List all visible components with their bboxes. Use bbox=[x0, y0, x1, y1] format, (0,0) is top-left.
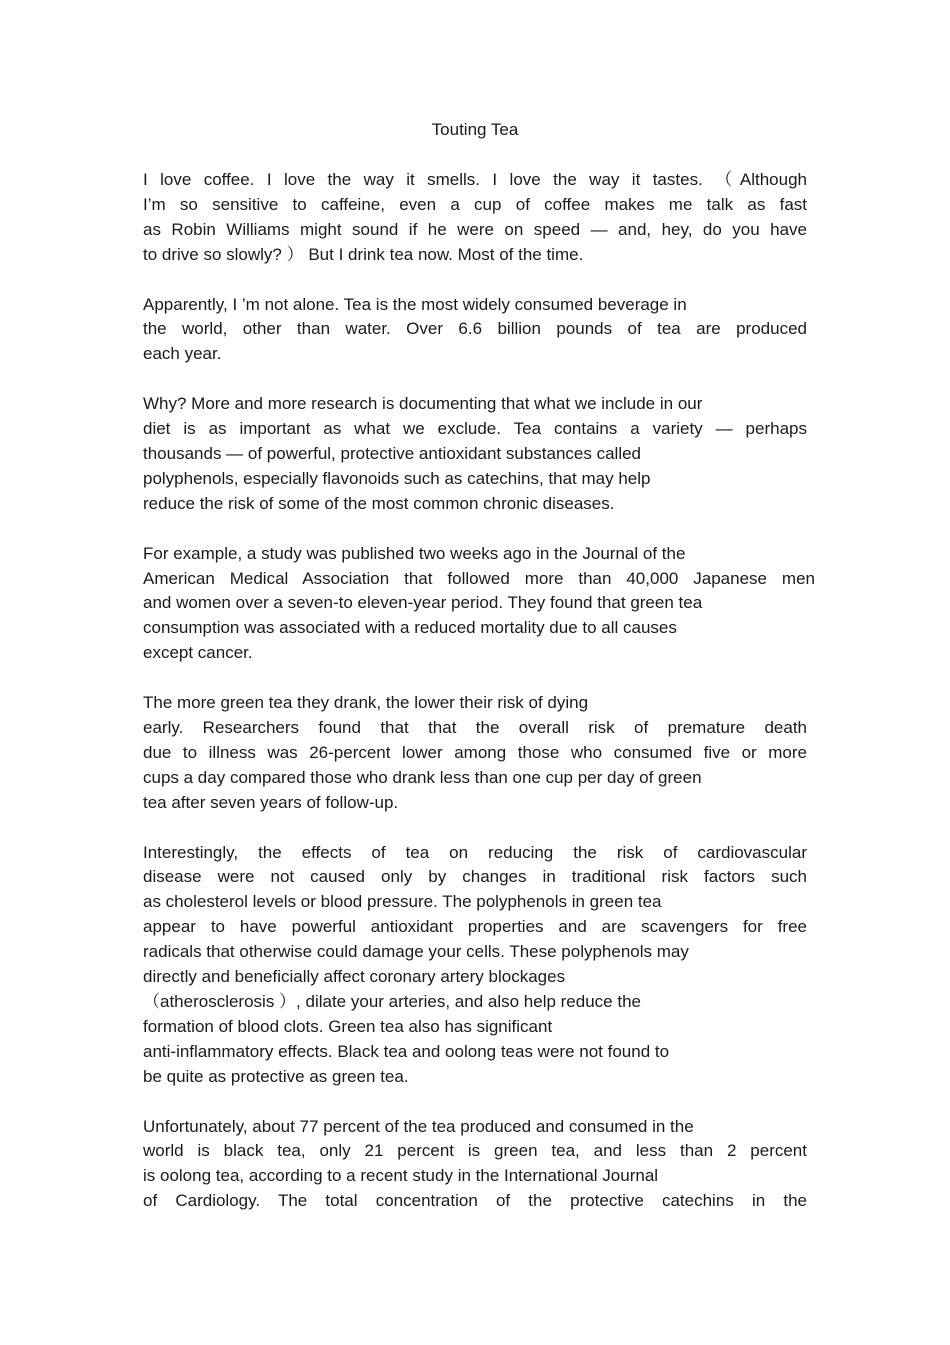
text-line: Interestingly, the effects of tea on reducing the risk of cardiovascular bbox=[143, 842, 807, 862]
text-line: is oolong tea, according to a recent study in the International Journal bbox=[143, 1166, 659, 1186]
article-body bbox=[143, 168, 815, 1239]
text-line: and women over a seven-to eleven-year period. They found that green tea bbox=[143, 593, 703, 613]
text-line: polyphenols, especially flavonoids such as catechins, that may help bbox=[143, 468, 651, 488]
text-line: Apparently, I ’m not alone. Tea is the most widely consumed beverage in bbox=[143, 294, 687, 314]
text-line: appear to have powerful antioxidant properties and are scavengers for free bbox=[143, 917, 807, 937]
paragraph bbox=[143, 392, 815, 516]
text-line: to drive so slowly? ） But I drink tea now. Most of the time. bbox=[143, 244, 584, 264]
text-line: early. Researchers found that that the overall risk of premature death bbox=[143, 718, 807, 738]
text-line: except cancer. bbox=[143, 643, 253, 663]
text-line: the world, other than water. Over 6.6 billion pounds of tea are produced bbox=[143, 319, 807, 339]
text-line: American Medical Association that followed more than 40,000 Japanese men bbox=[143, 568, 815, 588]
paragraph bbox=[143, 542, 815, 666]
text-line: radicals that otherwise could damage your cells. These polyphenols may bbox=[143, 942, 689, 962]
paragraph bbox=[143, 691, 815, 815]
text-line: as cholesterol levels or blood pressure. The polyphenols in green tea bbox=[143, 892, 662, 912]
text-line: of Cardiology. The total concentration of the protective catechins in the bbox=[143, 1191, 807, 1211]
text-line: be quite as protective as green tea. bbox=[143, 1066, 409, 1086]
text-line: tea after seven years of follow-up. bbox=[143, 792, 399, 812]
text-line: diet is as important as what we exclude. Tea contains a variety — perhaps bbox=[143, 419, 807, 439]
text-line: as Robin Williams might sound if he were on speed — and, hey, do you have bbox=[143, 219, 807, 239]
text-line: The more green tea they drank, the lower their risk of dying bbox=[143, 693, 589, 713]
paragraph bbox=[143, 1115, 815, 1215]
paragraph bbox=[143, 293, 815, 368]
text-line: formation of blood clots. Green tea also has significant bbox=[143, 1016, 553, 1036]
text-line: Unfortunately, about 77 percent of the tea produced and consumed in the bbox=[143, 1116, 694, 1136]
text-line: Why? More and more research is documenting that what we include in our bbox=[143, 394, 703, 414]
document-title: Touting Tea bbox=[431, 120, 519, 139]
text-line: due to illness was 26-percent lower among those who consumed five or more bbox=[143, 742, 807, 762]
text-line: For example, a study was published two weeks ago in the Journal of the bbox=[143, 543, 686, 563]
text-line: anti-inflammatory effects. Black tea and oolong teas were not found to bbox=[143, 1041, 670, 1061]
text-line: directly and beneficially affect coronary artery blockages bbox=[143, 967, 566, 987]
text-line: thousands — of powerful, protective antioxidant substances called bbox=[143, 444, 642, 464]
text-line: I’m so sensitive to caffeine, even a cup of coffee makes me talk as fast bbox=[143, 194, 807, 214]
text-line: I love coffee. I love the way it smells. I love the way it tastes. （Although bbox=[143, 170, 807, 189]
text-line: reduce the risk of some of the most common chronic diseases. bbox=[143, 493, 615, 513]
text-line: consumption was associated with a reduced mortality due to all causes bbox=[143, 618, 677, 638]
text-line: each year. bbox=[143, 344, 222, 364]
text-line: cups a day compared those who drank less than one cup per day of green bbox=[143, 767, 702, 787]
text-line: （atherosclerosis ）, dilate your arteries, and also help reduce the bbox=[143, 991, 641, 1011]
text-line: world is black tea, only 21 percent is green tea, and less than 2 percent bbox=[143, 1141, 807, 1161]
paragraph bbox=[143, 841, 815, 1090]
text-line: disease were not caused only by changes in traditional risk factors such bbox=[143, 867, 807, 887]
paragraph bbox=[143, 168, 815, 268]
